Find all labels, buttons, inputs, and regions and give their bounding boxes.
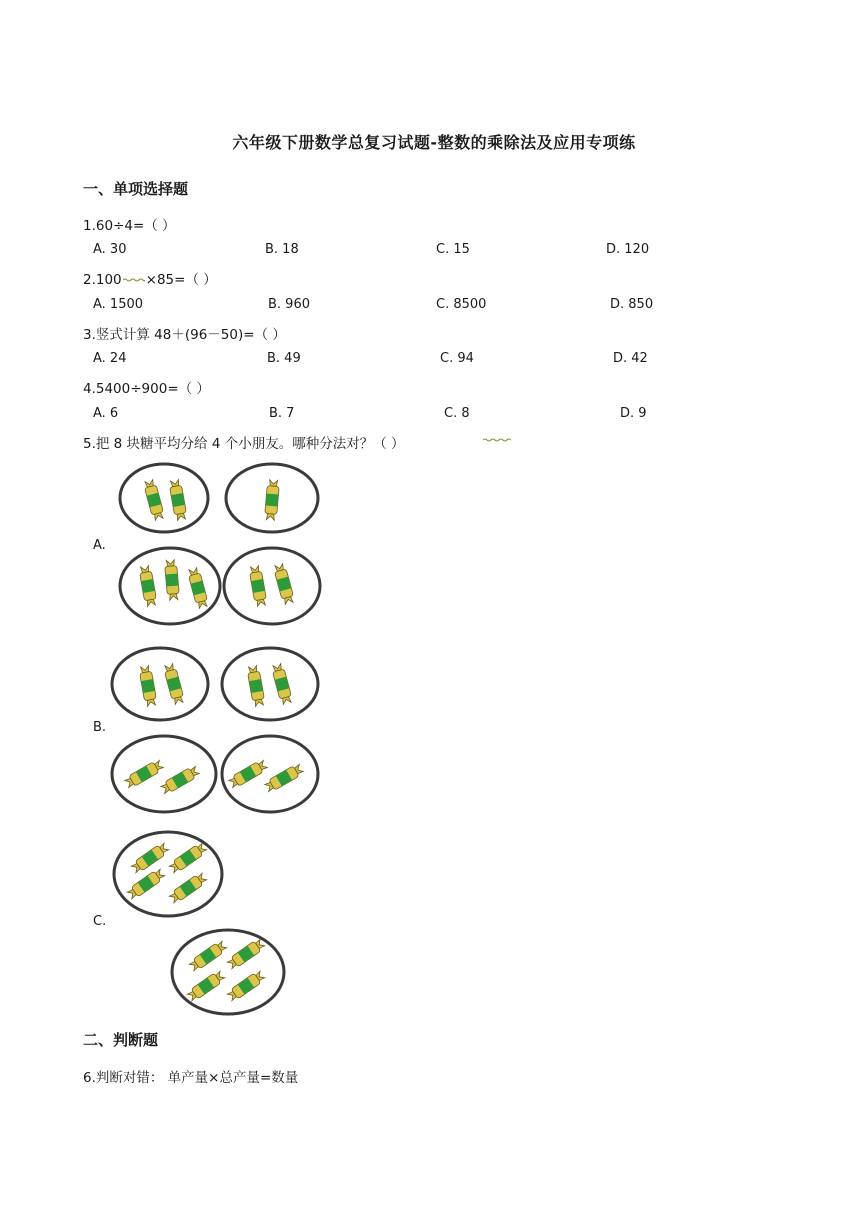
- question-5-option-c-label[interactable]: C.: [93, 914, 107, 929]
- question-5-stem: 5.把 8 块糖平均分给 4 个小朋友。哪种分法对？（ ）: [83, 436, 405, 452]
- question-4-option-b[interactable]: B. 7: [269, 406, 295, 421]
- missing-digit-squiggle-icon: [123, 278, 145, 282]
- section-heading-true-false: 二、判断题: [83, 1031, 159, 1049]
- question-3-option-d[interactable]: D. 42: [613, 351, 648, 366]
- question-6-stem: 6.判断对错： 单产量×总产量=数量: [83, 1070, 299, 1086]
- document-title: 六年级下册数学总复习试题-整数的乘除法及应用专项练: [232, 133, 636, 152]
- question-2-option-b[interactable]: B. 960: [268, 297, 310, 312]
- option-b-candy-plates-image[interactable]: [108, 640, 322, 816]
- question-3-stem: 3.竖式计算 48＋(96－50)=（ ）: [83, 327, 286, 343]
- question-1-stem: 1.60÷4=（ ）: [83, 218, 176, 234]
- question-2-stem: [83, 268, 217, 288]
- squiggle-mark-icon: [483, 437, 511, 443]
- question-1-option-b[interactable]: B. 18: [265, 242, 299, 257]
- question-4-option-a[interactable]: A. 6: [93, 406, 119, 421]
- question-3-option-c[interactable]: C. 94: [440, 351, 474, 366]
- question-5-option-b-label[interactable]: B.: [93, 720, 107, 735]
- option-a-candy-plates-image[interactable]: [112, 458, 324, 630]
- question-1-option-d[interactable]: D. 120: [606, 242, 650, 257]
- question-2-option-d[interactable]: D. 850: [610, 297, 654, 312]
- question-2-stem-part-b: ×85=（ ）: [145, 272, 217, 288]
- question-3-option-a[interactable]: A. 24: [93, 351, 127, 366]
- question-1-option-a[interactable]: A. 30: [93, 242, 127, 257]
- question-2-stem-part-a: 2.100: [83, 272, 122, 288]
- section-heading-single-choice: 一、单项选择题: [83, 180, 189, 198]
- question-3-option-b[interactable]: B. 49: [267, 351, 301, 366]
- question-4-option-c[interactable]: C. 8: [444, 406, 470, 421]
- question-4-option-d[interactable]: D. 9: [620, 406, 647, 421]
- question-2-option-c[interactable]: C. 8500: [436, 297, 487, 312]
- question-5-option-a-label[interactable]: A.: [93, 538, 106, 553]
- question-2-option-a[interactable]: A. 1500: [93, 297, 144, 312]
- question-4-stem: 4.5400÷900=（ ）: [83, 381, 210, 397]
- question-1-option-c[interactable]: C. 15: [436, 242, 470, 257]
- option-c-candy-plates-image[interactable]: [108, 824, 312, 1020]
